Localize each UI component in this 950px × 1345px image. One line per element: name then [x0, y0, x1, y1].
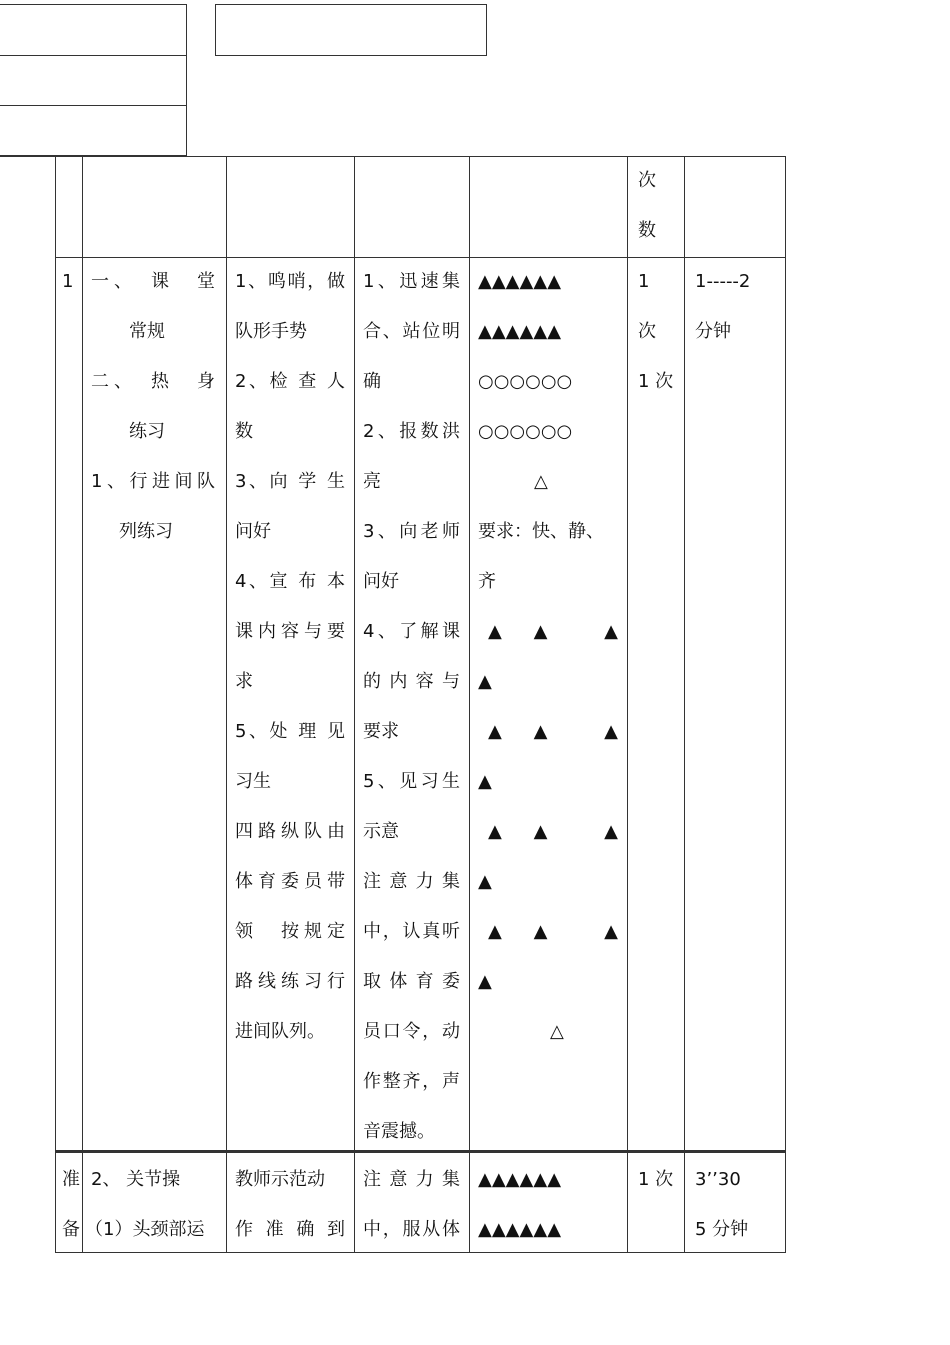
header-times-cell [638, 156, 678, 256]
row1-student-line: 作整齐，声 [363, 1071, 460, 1092]
row2-section-char: 准 [62, 1169, 80, 1190]
row1-number [62, 257, 80, 307]
formation-column-row: ▲ ▲ ▲ [488, 821, 618, 842]
row1-duration [695, 257, 780, 357]
row2-section-char: 备 [62, 1219, 80, 1240]
row1-student-line: 取 体 育 委 [363, 971, 460, 992]
row2-section-label [62, 1155, 82, 1255]
row2-content-line: 2、 关节操 [91, 1169, 181, 1190]
row1-teacher-line: 领 按规定 [235, 921, 345, 942]
row2-content-line: （1）头颈部运 [85, 1219, 205, 1240]
row2-duration-line: 5 分钟 [695, 1219, 749, 1240]
row1-student-line: 确 [363, 371, 381, 392]
row1-content-line: 一、 课 堂 [91, 271, 215, 292]
row1-teacher-line: 习生 [235, 771, 271, 792]
row1-times-line: 1 次 [638, 371, 674, 392]
col-line-2 [226, 156, 227, 1253]
row1-student-line: 亮 [363, 471, 381, 492]
row1-student-line: 示意 [363, 821, 399, 842]
row1-content-line: 常规 [129, 321, 165, 342]
row2-student-line: 注 意 力 集 [363, 1169, 460, 1190]
header-left-divider-1 [0, 55, 186, 56]
formation-teacher-marker: △ [534, 471, 548, 492]
row1-student-line: 问好 [363, 571, 399, 592]
row1-content [91, 257, 215, 557]
row2-duration [695, 1155, 780, 1255]
row1-student-line: 合、站位明 [363, 321, 460, 342]
formation-triangles-row: ▲▲▲▲▲▲ [478, 271, 562, 292]
formation-column-row-cont: ▲ [478, 671, 492, 692]
row1-teacher-line: 4、宣 布 本 [235, 571, 345, 592]
row1-formation [478, 257, 620, 1057]
formation-triangles-row: ▲▲▲▲▲▲ [478, 1169, 562, 1190]
row2-duration-line: 3’’30 [695, 1169, 741, 1190]
formation-column-row: ▲ ▲ ▲ [488, 621, 618, 642]
row1-teacher-line: 课内容与要 [235, 621, 345, 642]
row1-student-line: 员口令，动 [363, 1021, 460, 1042]
row2-student-line: 中，服从体 [363, 1219, 460, 1240]
row1-teacher-line: 路线练习行 [235, 971, 345, 992]
formation-triangles-row: ▲▲▲▲▲▲ [478, 1219, 562, 1240]
row1-number-text: 1 [62, 271, 74, 292]
row2-student [363, 1155, 460, 1255]
row1-student-line: 5、见习生 [363, 771, 460, 792]
row1-student-line: 注 意 力 集 [363, 871, 460, 892]
row1-times [638, 257, 682, 407]
row1-teacher [235, 257, 345, 1057]
formation-triangles-row: ▲▲▲▲▲▲ [478, 321, 562, 342]
row1-student-line: 中，认真听 [363, 921, 460, 942]
row1-times-line: 1 [638, 271, 650, 292]
header-left-divider-2 [0, 105, 186, 106]
row2-formation [478, 1155, 620, 1255]
row1-teacher-line: 问好 [235, 521, 271, 542]
header-times-line-1: 次 [638, 170, 656, 191]
formation-teacher-marker: △ [550, 1021, 564, 1042]
row2-times-line: 1 次 [638, 1169, 674, 1190]
header-times-line-2: 数 [638, 220, 656, 241]
row1-teacher-line: 5、处 理 见 [235, 721, 345, 742]
row1-content-line: 列练习 [119, 521, 173, 542]
formation-circles-row: ○○○○○○ [478, 421, 573, 442]
row1-student-line: 的 内 容 与 [363, 671, 460, 692]
header-right-box [215, 4, 487, 56]
row1-content-line: 二、 热 身 [91, 371, 215, 392]
row2-teacher-line: 教师示范动 [235, 1169, 325, 1190]
col-line-4 [469, 156, 470, 1253]
formation-circles-row: ○○○○○○ [478, 371, 573, 392]
col-line-1 [82, 156, 83, 1253]
row1-student-line: 2、报数洪 [363, 421, 460, 442]
header-bottom-line [0, 156, 56, 157]
row1-teacher-line: 体育委员带 [235, 871, 345, 892]
col-line-3 [354, 156, 355, 1253]
row1-teacher-line: 求 [235, 671, 253, 692]
header-left-block [0, 4, 187, 156]
row1-teacher-line: 队形手势 [235, 321, 307, 342]
row1-student [363, 257, 460, 1157]
row2-content [85, 1155, 221, 1255]
row1-content-line: 1、行进间队 [91, 471, 215, 492]
row1-student-line: 要求 [363, 721, 399, 742]
row1-student-line: 1、迅速集 [363, 271, 460, 292]
row1-content-line: 练习 [129, 421, 165, 442]
row2-times [638, 1155, 682, 1205]
row2-teacher [235, 1155, 345, 1255]
row1-teacher-line: 数 [235, 421, 253, 442]
row1-student-line: 3、向老师 [363, 521, 460, 542]
row1-duration-line: 分钟 [695, 321, 731, 342]
formation-column-row-cont: ▲ [478, 871, 492, 892]
row1-times-line: 次 [638, 321, 656, 342]
row2-teacher-line: 作 准 确 到 [235, 1219, 345, 1240]
row1-student-line: 音震撼。 [363, 1121, 435, 1142]
formation-column-row-cont: ▲ [478, 971, 492, 992]
formation-requirement: 要求：快、静、 [478, 521, 604, 542]
row1-duration-line: 1-----2 [695, 271, 751, 292]
formation-column-row: ▲ ▲ ▲ [488, 921, 618, 942]
formation-column-row-cont: ▲ [478, 771, 492, 792]
row1-teacher-line: 3、向 学 生 [235, 471, 345, 492]
row1-teacher-line: 四路纵队由 [235, 821, 345, 842]
col-line-6 [684, 156, 685, 1253]
formation-column-row: ▲ ▲ ▲ [488, 721, 618, 742]
row1-teacher-line: 进间队列。 [235, 1021, 325, 1042]
col-line-5 [627, 156, 628, 1253]
row1-student-line: 4、了解课 [363, 621, 460, 642]
row1-teacher-line: 1、鸣哨，做 [235, 271, 345, 292]
row1-teacher-line: 2、检 查 人 [235, 371, 345, 392]
formation-requirement-cont: 齐 [478, 571, 496, 592]
